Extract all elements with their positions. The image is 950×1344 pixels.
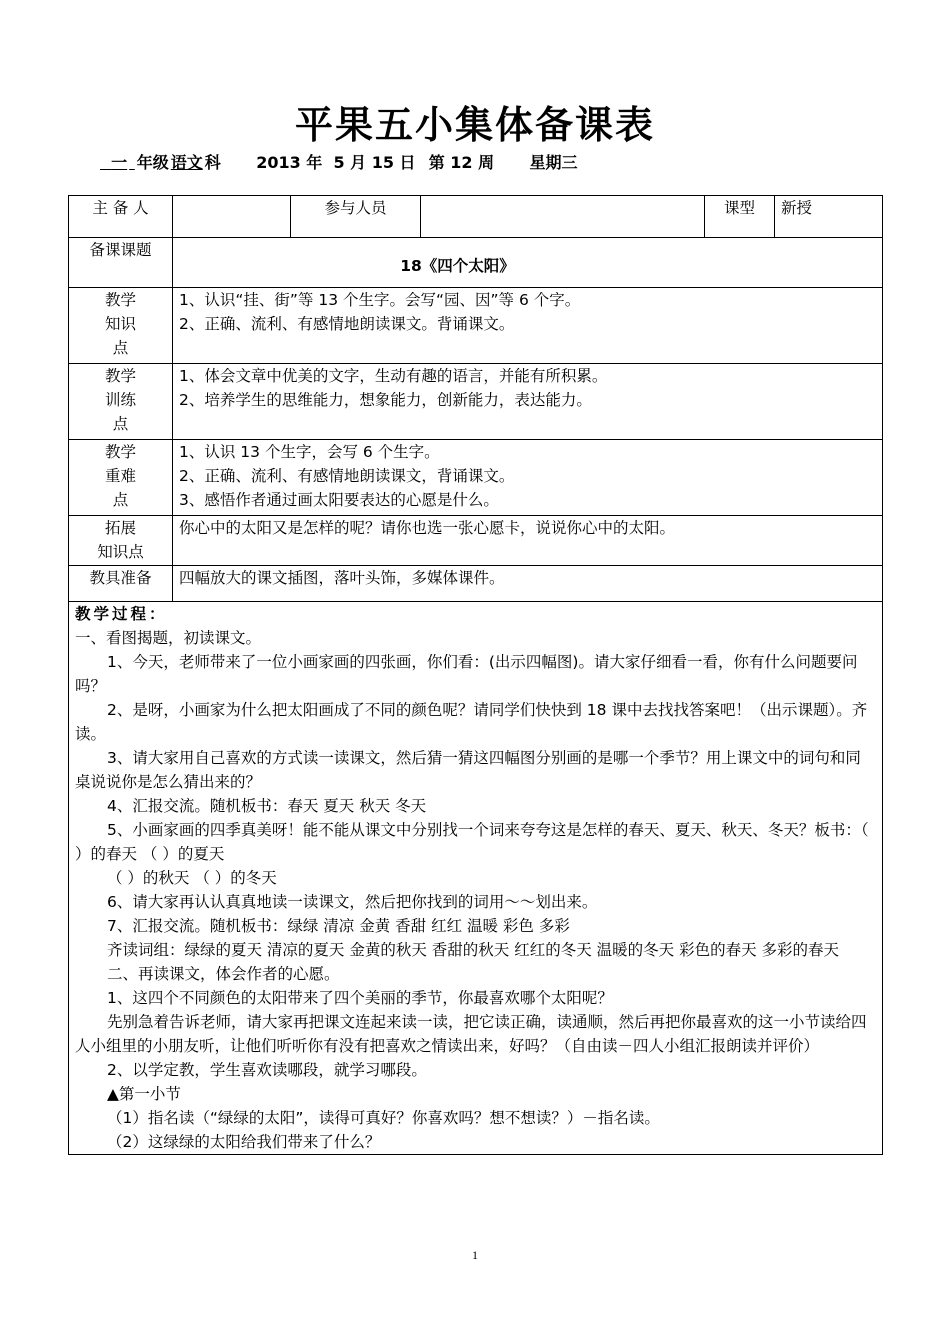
weekday: 星期三 [529,153,578,172]
lesson-type-value: 新授 [775,196,883,238]
process-body [75,626,876,1154]
training-content: 1、体会文章中优美的文字，生动有趣的语言，并能有所积累。 2、培养学生的思维能力，想象能力，创新能力，表达能力。 [173,364,883,440]
lesson-type-label: 课型 [705,196,775,238]
process-paragraph: 6、请大家再认认真真地读一读课文，然后把你找到的词用～～划出来。 [107,893,598,911]
process-paragraph: 2、是呀，小画家为什么把太阳画成了不同的颜色呢？请同学们快快到 18 课中去找找答案吧！（出示课题）。齐读。 [75,701,868,743]
topic-cell [173,238,883,288]
page-title: 平果五小集体备课表 [294,103,655,147]
week: 第 12 周 [428,153,495,172]
process-paragraph: （2）这绿绿的太阳给我们带来了什么？ [107,1133,381,1151]
grade-suffix: 年级 [136,153,169,172]
date: 2013 年 5 月 15 日 [256,153,416,172]
process-paragraph: 1、这四个不同颜色的太阳带来了四个美丽的季节，你最喜欢哪个太阳呢？ [107,989,613,1007]
teaching-process [69,602,883,1155]
knowledge-content: 1、认识“挂、街”等 13 个生字。会写“园、因”等 6 个字。 2、正确、流利、有感情地朗读课文。背诵课文。 [173,288,883,364]
lesson-plan-table [68,195,883,1155]
process-paragraph: 二、再读课文，体会作者的心愿。 [107,965,340,983]
process-paragraph: 先别急着告诉老师，请大家再把课文连起来读一读，把它读正确，读通顺，然后再把你最喜欢的这一小节读给四人小组里的小朋友听，让他们听听你有没有把喜欢之情读出来，好吗？（自由读－四人小组汇报朗读并评价） [75,1013,867,1055]
process-paragraph: ▲第一小节 [107,1085,181,1103]
main-preparer-value [173,196,291,238]
materials-label: 教具准备 [69,566,173,602]
process-paragraph: 1、今天，老师带来了一位小画家画的四张画，你们看：(出示四幅图)。请大家仔细看一看，你有什么问题要问吗？ [75,653,858,695]
header-info [100,150,580,173]
participants-label: 参与人员 [291,196,421,238]
process-paragraph: 3、请大家用自己喜欢的方式读一读课文，然后猜一猜这四幅图分别画的是哪一个季节？用上课文中的词句和同桌说说你是怎么猜出来的？ [75,749,861,791]
subject: 语文 [170,153,203,172]
subject-suffix: 科 [204,153,221,172]
difficulty-content: 1、认识 13 个生字，会写 6 个生字。 2、正确、流利、有感情地朗读课文，背诵课文。 3、感悟作者通过画太阳要表达的心愿是什么。 [173,440,883,516]
main-preparer-label: 主 备 人 [69,196,173,238]
page-number: 1 [472,1248,478,1262]
process-heading: 教学过程： [75,605,168,623]
topic-label: 备课课题 [69,238,173,288]
knowledge-label: 教学 知识 点 [69,288,173,364]
process-paragraph: （1）指名读（“绿绿的太阳”，读得可真好？你喜欢吗？想不想读？）－指名读。 [107,1109,660,1127]
grade: 一 [111,153,128,172]
process-paragraph: 5、小画家画的四季真美呀！能不能从课文中分别找一个词来夸夸这是怎样的春天、夏天、秋天、冬天？板书：（ ）的春天 （ ）的夏天 [75,821,869,863]
process-paragraph: 一、看图揭题，初读课文。 [75,629,262,647]
process-paragraph: 齐读词组：绿绿的夏天 清凉的夏天 金黄的秋天 香甜的秋天 红红的冬天 温暖的冬天 彩色的春天 多彩的春天 [107,941,839,959]
extension-value: 你心中的太阳又是怎样的呢？请你也选一张心愿卡，说说你心中的太阳。 [173,516,883,566]
process-paragraph: 4、汇报交流。随机板书：春天 夏天 秋天 冬天 [107,797,427,815]
process-paragraph: 2、以学定教，学生喜欢读哪段，就学习哪段。 [107,1061,427,1079]
materials-value: 四幅放大的课文插图，落叶头饰，多媒体课件。 [173,566,883,602]
training-label: 教学 训练 点 [69,364,173,440]
extension-label: 拓展 知识点 [69,516,173,566]
topic-value: 18《四个太阳》 [400,257,515,275]
difficulty-label: 教学 重难 点 [69,440,173,516]
process-paragraph: （ ）的秋天 （ ）的冬天 [107,869,277,887]
participants-value [421,196,705,238]
process-paragraph: 7、汇报交流。随机板书：绿绿 清凉 金黄 香甜 红红 温暖 彩色 多彩 [107,917,570,935]
